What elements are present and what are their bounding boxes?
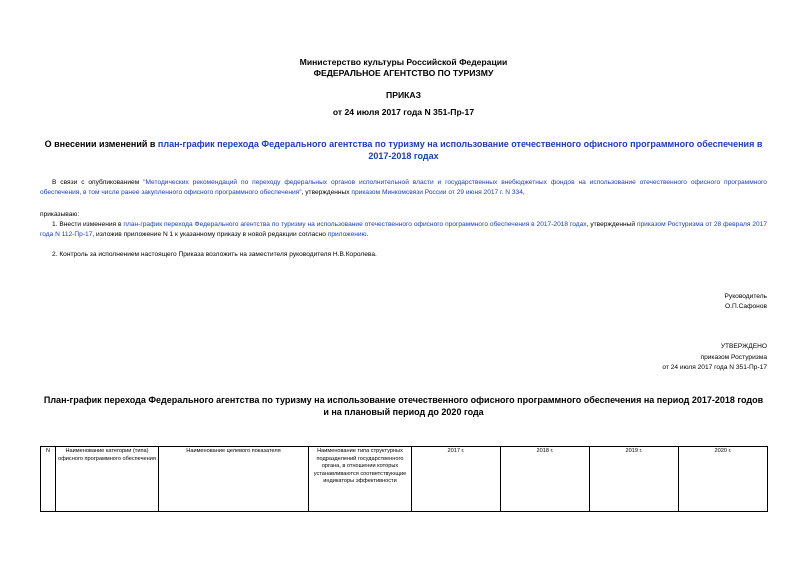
header-cell-subdivision-type: Наименование типа структурных подразделений государственного органа, в отношении которых устанавливаются соответствующие индикаторы эффективности (309, 447, 412, 512)
paragraph-item-2: 2. Контроль за исполнением настоящего Приказа возложить на заместителя руководителя Н.В.Королева. (52, 251, 377, 258)
signature-position: Руководитель (724, 293, 767, 300)
document-title (40, 138, 767, 162)
plan-table (40, 446, 768, 512)
approval-by-order: приказом Ростуризма (700, 354, 767, 361)
title-plan-link[interactable]: план-график перехода Федерального агентства по туризму на использование отечественного офисного программного обеспечения в 2017-2018 годах (157, 139, 763, 161)
plan-title: План-график перехода Федерального агентства по туризму на использование отечественного офисного программного обеспечения на период 2017-2018 годов и на плановый период до 2020 года (43, 395, 764, 417)
paragraph-preamble (40, 178, 767, 198)
ministry-name: Министерство культуры Российской Федерации (299, 57, 508, 67)
minkomsvyaz-order-link[interactable]: приказом Минкомсвязи России от 29 июня 2017 г. N 334 (351, 189, 523, 196)
preamble-suffix: , (522, 189, 525, 196)
header-cell-target-indicator: Наименование целевого показателя (159, 447, 309, 512)
table-header-row (41, 447, 768, 512)
item1-middle1: , утвержденный (586, 221, 637, 228)
orders-label: приказываю: (40, 211, 80, 218)
approval-stamp: УТВЕРЖДЕНО (720, 343, 767, 350)
header-cell-2017: 2017 г. (412, 447, 501, 512)
agency-name: ФЕДЕРАЛЬНОЕ АГЕНТСТВО ПО ТУРИЗМУ (313, 68, 494, 78)
item1-plan-link[interactable]: план-график перехода Федерального агентства по туризму на использование отечественного офисного программного обеспечения в 2017-2018 годах (123, 221, 587, 228)
item1-prefix: 1. Внести изменения в (52, 221, 124, 228)
header-cell-2018: 2018 г. (501, 447, 590, 512)
preamble-middle: , утвержденных (301, 189, 352, 196)
signature-name: О.П.Сафонов (725, 303, 767, 310)
title-prefix: О внесении изменений в (44, 139, 158, 149)
methodical-recommendations-link[interactable]: "Методических рекомендаций по переходу федеральных органов исполнительной власти и государственных внебюджетных фондов на использование отечественного офисного программного обеспечения, в том числе ранее закупленного офисного программного обеспечения" (40, 179, 767, 196)
header-cell-2020: 2020 г. (679, 447, 768, 512)
approval-date-number: от 24 июля 2017 года N 351-Пр-17 (662, 364, 767, 371)
order-heading: ПРИКАЗ (386, 90, 421, 100)
item1-middle2: , изложив приложение N 1 к указанному приказу в новой редакции согласно (92, 231, 328, 238)
header-cell-2019: 2019 г. (590, 447, 679, 512)
rosturizm-order-link[interactable]: приказом Ростуризма от 28 февраля 2017 года N 112-Пр-17 (40, 221, 767, 238)
appendix-link[interactable]: приложению (327, 231, 367, 238)
order-date-number: от 24 июля 2017 года N 351-Пр-17 (332, 107, 475, 117)
paragraph-item-1 (40, 220, 767, 240)
header-cell-category: Наименование категории (типа) офисного программного обеспечения (56, 447, 159, 512)
preamble-prefix: В связи с опубликованием (52, 179, 144, 186)
item1-suffix: . (366, 231, 369, 238)
header-cell-number: N (41, 447, 56, 512)
